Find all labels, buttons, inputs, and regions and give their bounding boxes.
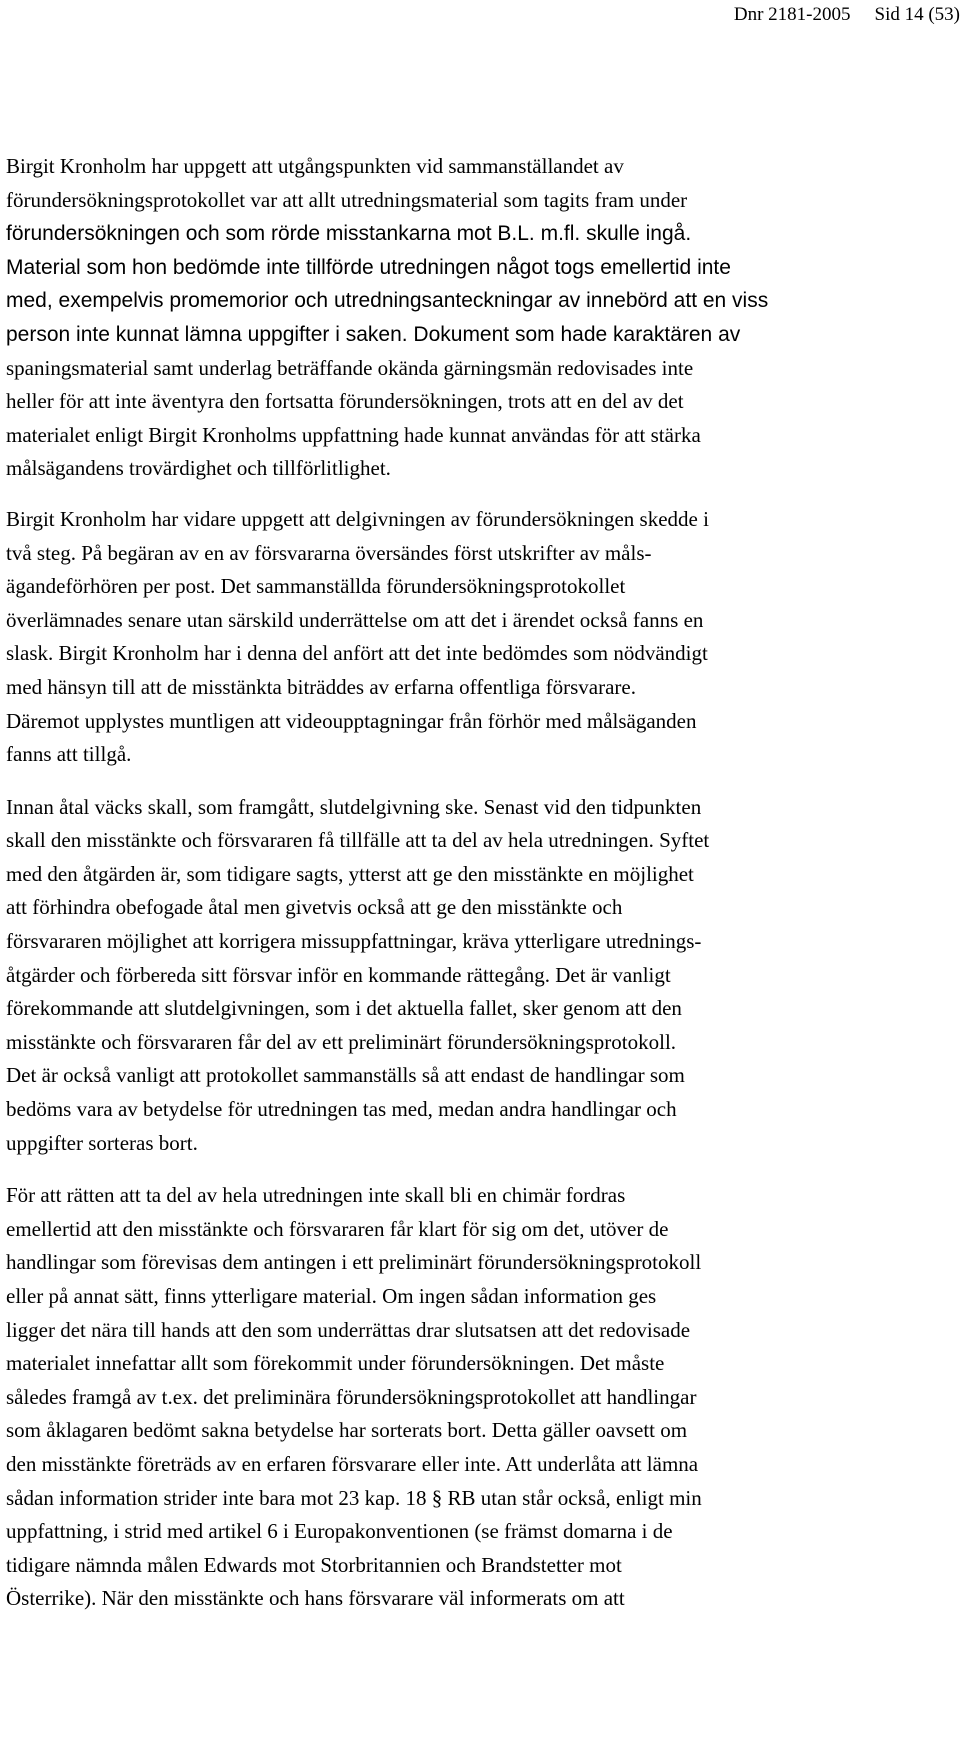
paragraph — [6, 1179, 950, 1616]
text-line: För att rätten att ta del av hela utredningen inte skall bli en chimär fordras — [6, 1183, 626, 1208]
text-line: skall den misstänkte och försvararen få tillfälle att ta del av hela utredningen. Syftet — [6, 828, 710, 853]
text-line: förundersökningsprotokollet var att allt utredningsmaterial som tagits fram under — [6, 187, 688, 212]
text-line: person inte kunnat lämna uppgifter i saken. Dokument som hade karaktären av — [6, 322, 741, 346]
text-line: med den åtgärden är, som tidigare sagts, ytterst att ge den misstänkte en möjlighet — [6, 861, 694, 886]
text-line: uppfattning, i strid med artikel 6 i Europakonventionen (se främst domarna i de — [6, 1519, 673, 1544]
text-line: med hänsyn till att de misstänkta biträddes av erfarna offentliga försvarare. — [6, 674, 636, 699]
text-line: som åklagaren bedömt sakna betydelse har sorterats bort. Detta gäller oavsett om — [6, 1418, 688, 1443]
text-line: uppgifter sorteras bort. — [6, 1130, 198, 1155]
paragraph — [6, 503, 950, 772]
text-line: Birgit Kronholm har vidare uppgett att delgivningen av förundersökningen skedde i — [6, 506, 709, 531]
text-line: således framgå av t.ex. det preliminära förundersökningsprotokollet att handlingar — [6, 1384, 697, 1409]
text-line: målsägandens trovärdighet och tillförlitlighet. — [6, 456, 391, 481]
text-line: tidigare nämnda målen Edwards mot Storbritannien och Brandstetter mot — [6, 1552, 622, 1577]
paragraph — [6, 791, 950, 1161]
text-line: Det är också vanligt att protokollet sammanställs så att endast de handlingar som — [6, 1063, 685, 1088]
text-line: fanns att tillgå. — [6, 742, 132, 767]
text-line: den misstänkte företräds av en erfaren försvarare eller inte. Att underlåta att lämna — [6, 1451, 699, 1476]
text-line: emellertid att den misstänkte och försvararen får klart för sig om det, utöver de — [6, 1216, 669, 1241]
page-header — [734, 0, 960, 30]
text-line: Däremot upplystes muntligen att videoupptagningar från förhör med målsäganden — [6, 708, 697, 733]
text-line: överlämnades senare utan särskild underrättelse om att det i ärendet också fanns en — [6, 607, 704, 632]
text-line: materialet innefattar allt som förekommit under förundersökningen. Det måste — [6, 1351, 665, 1376]
text-line: ägandeförhören per post. Det sammanställda förundersökningsprotokollet — [6, 574, 626, 599]
text-line: slask. Birgit Kronholm har i denna del anfört att det inte bedömdes som nödvändigt — [6, 641, 708, 666]
text-line: misstänkte och försvararen får del av ett preliminärt förundersökningsprotokoll. — [6, 1029, 677, 1054]
paragraph — [6, 150, 950, 486]
text-line: försvararen möjlighet att korrigera missuppfattningar, kräva ytterligare utrednings- — [6, 929, 702, 954]
page-number: Sid 14 (53) — [874, 4, 960, 25]
text-line: förundersökningen och som rörde misstankarna mot B.L. m.fl. skulle ingå. — [6, 222, 692, 246]
text-line: Birgit Kronholm har uppgett att utgångspunkten vid sammanställandet av — [6, 154, 624, 178]
text-line: Innan åtal väcks skall, som framgått, slutdelgivning ske. Senast vid den tidpunkten — [6, 794, 702, 819]
text-line: förekommande att slutdelgivningen, som i det aktuella fallet, sker genom att den — [6, 996, 682, 1021]
text-line: åtgärder och förbereda sitt försvar inför en kommande rättegång. Det är vanligt — [6, 962, 671, 987]
text-line: eller på annat sätt, finns ytterligare material. Om ingen sådan information ges — [6, 1284, 657, 1308]
text-line: handlingar som förevisas dem antingen i ett preliminärt förundersökningsprotokoll — [6, 1250, 702, 1275]
text-line: Material som hon bedömde inte tillförde utredningen något togs emellertid inte — [6, 255, 731, 279]
text-line: bedöms vara av betydelse för utredningen tas med, medan andra handlingar och — [6, 1097, 677, 1122]
text-line: spaningsmaterial samt underlag beträffande okända gärningsmän redovisades inte — [6, 355, 694, 380]
text-line: med, exempelvis promemorior och utredningsanteckningar av innebörd att en viss — [6, 289, 769, 313]
text-line: ligger det nära till hands att den som underrättas drar slutsatsen att det redovisade — [6, 1317, 691, 1342]
text-line: Österrike). När den misstänkte och hans försvarare väl informerats om att — [6, 1586, 625, 1611]
document-body — [6, 150, 950, 1616]
document-number: Dnr 2181-2005 — [733, 4, 851, 25]
text-line: sådan information strider inte bara mot 23 kap. 18 § RB utan står också, enligt min — [6, 1485, 702, 1510]
text-line: att förhindra obefogade åtal men givetvis också att ge den misstänkte och — [6, 895, 623, 920]
text-line: två steg. På begäran av en av försvararna översändes först utskrifter av måls- — [6, 540, 652, 565]
text-line: materialet enligt Birgit Kronholms uppfattning hade kunnat användas för att stärka — [6, 422, 701, 447]
text-line: heller för att inte äventyra den fortsatta förundersökningen, trots att en del av det — [6, 389, 684, 414]
